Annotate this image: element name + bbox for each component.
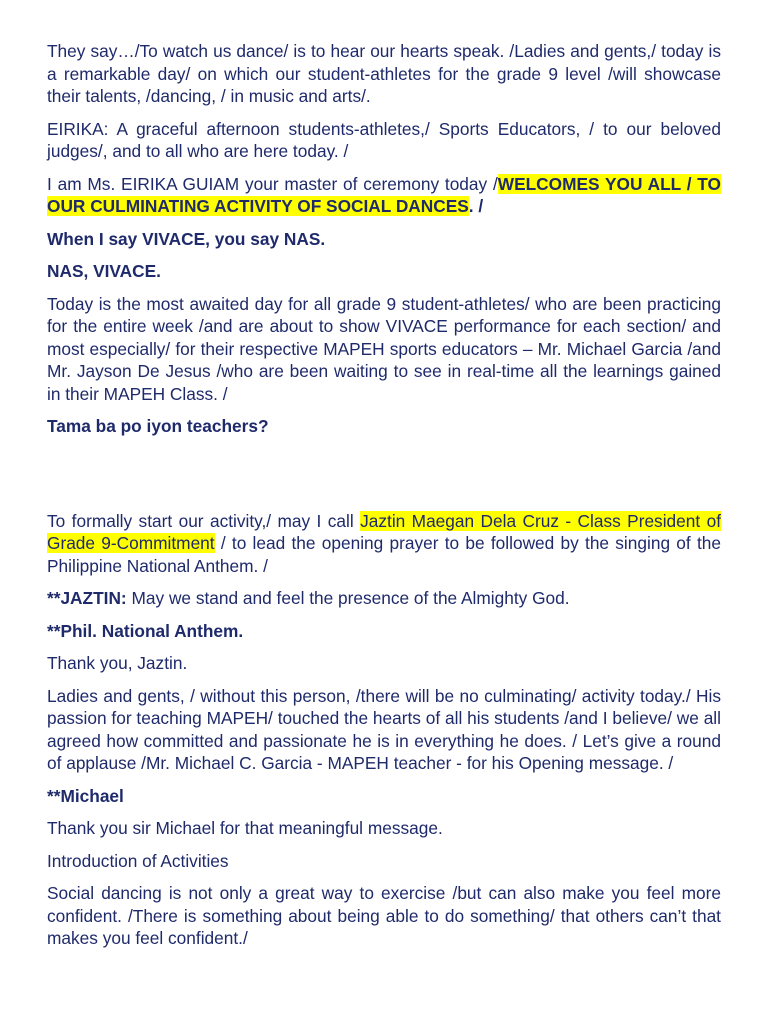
- prayer-highlight: Jaztin Maegan Dela Cruz - Class President of Grade 9-Commitment: [47, 510, 721, 553]
- paragraph-opening-prayer: [47, 510, 721, 578]
- paragraph-social-dancing: Social dancing is not only a great way to exercise /but can also make you feel more confident. /There is something about being able to do something/ that others can’t that makes you feel confident./: [47, 883, 721, 948]
- prayer-intro-text: To formally start our activity,/ may I call: [47, 510, 361, 531]
- paragraph-intro: They say…/To watch us dance/ is to hear our hearts speak. /Ladies and gents,/ today is a remarkable day/ on which our student-athletes for the grade 9 level /will showcase their talents, /dancing, / in music and arts/.: [47, 41, 721, 106]
- thanks-jaztin-line: Thank you, Jaztin.: [47, 653, 188, 673]
- jaztin-label: **JAZTIN:: [47, 588, 127, 608]
- welcome-text: I am Ms. EIRIKA GUIAM your master of ceremony today /: [47, 173, 498, 194]
- welcome-highlight: WELCOMES YOU ALL / TO OUR CULMINATING ACTIVITY OF SOCIAL DANCES: [47, 173, 721, 216]
- anthem-line: **Phil. National Anthem.: [47, 620, 244, 641]
- paragraph-welcome: [47, 173, 721, 218]
- spacer: [47, 448, 721, 510]
- welcome-end: . /: [468, 196, 484, 216]
- response-line: NAS, VIVACE.: [47, 261, 161, 281]
- jaztin-text: May we stand and feel the presence of the Almighty God.: [126, 588, 570, 608]
- paragraph-awaited-day: Today is the most awaited day for all grade 9 student-athletes/ who are been practicing for the entire week /and are about to show VIVACE performance for each section/ and most especially/ for their respective MAPEH sports educators – Mr. Michael Garcia /and Mr. Jayson De Jesus /who are been waiting to see in real-time all the learnings gained in their MAPEH Class. /: [47, 293, 721, 404]
- paragraph-teacher-intro: Ladies and gents, / without this person, /there will be no culminating/ activity today./ His passion for teaching MAPEH/ touched the hearts of all his students /and I believe/ we all agreed how committed and passionate he is in everything he does. / Let’s give a round of applause /Mr. Michael C. Garcia - MAPEH teacher - for his Opening message. /: [47, 685, 721, 773]
- call-response-line: When I say VIVACE, you say NAS.: [47, 228, 326, 249]
- paragraph-eirika-greeting: EIRIKA: A graceful afternoon students-athletes,/ Sports Educators, / to our beloved judges/, and to all who are here today. /: [47, 118, 721, 161]
- question-line: Tama ba po iyon teachers?: [47, 416, 269, 436]
- section-heading-activities: Introduction of Activities: [47, 850, 229, 871]
- thanks-michael-line: Thank you sir Michael for that meaningful message.: [47, 818, 443, 838]
- jaztin-line: [47, 587, 721, 610]
- michael-line: **Michael: [47, 785, 124, 806]
- prayer-rest-text: / to lead the opening prayer to be followed by the singing of the Philippine National Anthem. /: [47, 533, 721, 576]
